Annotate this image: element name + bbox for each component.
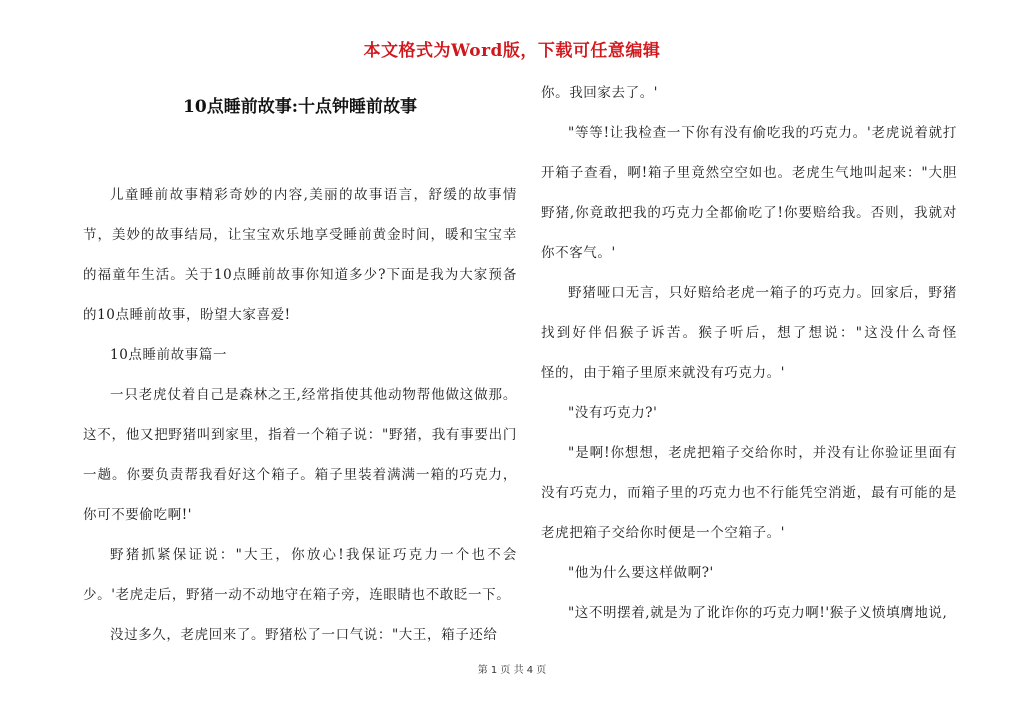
story-paragraph: 一只老虎仗着自己是森林之王,经常指使其他动物帮他做这做那。这不，他又把野猪叫到家里，指着一个箱子说："野猪，我有事要出门一趟。你要负责帮我看好这个箱子。箱子里装着满满一箱的巧克力，你可不要偷吃啊!': [83, 387, 517, 523]
page-number-footer: 第 1 页 共 4 页: [477, 665, 547, 676]
story-paragraph: 你。我回家去了。': [541, 85, 659, 101]
word-format-banner: 本文格式为Word版，下载可任意编辑: [363, 41, 661, 61]
story-paragraph: "这不明摆着,就是为了讹诈你的巧克力啊!'猴子义愤填膺地说,: [568, 605, 948, 621]
story-paragraph: "等等!让我检查一下你有没有偷吃我的巧克力。'老虎说着就打开箱子查看，啊!箱子里竟然空空如也。老虎生气地叫起来："大胆野猪,你竟敢把我的巧克力全都偷吃了!你要赔给我。否则，我就对你不客气。': [541, 125, 957, 261]
story-paragraph: "是啊!你想想，老虎把箱子交给你时，并没有让你验证里面有没有巧克力，而箱子里的巧克力也不行能凭空消逝，最有可能的是老虎把箱子交给你时便是一个空箱子。': [541, 445, 957, 541]
story-paragraph: 没过多久，老虎回来了。野猪松了一口气说："大王，箱子还给: [110, 627, 498, 643]
page-title: 10点睡前故事:十点钟睡前故事: [183, 97, 417, 117]
intro-paragraph: 儿童睡前故事精彩奇妙的内容,美丽的故事语言，舒缓的故事情节，美妙的故事结局，让宝宝欢乐地享受睡前黄金时间，暖和宝宝幸的福童年生活。关于10点睡前故事你知道多少?下面是我为大家预备的10点睡前故事，盼望大家喜爱!: [83, 187, 517, 323]
right-column: [541, 73, 1000, 633]
left-column: [83, 175, 517, 655]
story-paragraph: 野猪抓紧保证说："大王，你放心!我保证巧克力一个也不会少。'老虎走后，野猪一动不动地守在箱子旁，连眼睛也不敢眨一下。: [83, 547, 517, 603]
section-heading: 10点睡前故事篇一: [110, 347, 228, 363]
story-paragraph: 野猪哑口无言，只好赔给老虎一箱子的巧克力。回家后，野猪找到好伴侣猴子诉苦。猴子听后，想了想说："这没什么奇怪 怪的，由于箱子里原来就没有巧克力。': [541, 285, 1000, 381]
story-paragraph: "他为什么要这样做啊?': [568, 565, 714, 581]
story-paragraph: "没有巧克力?': [568, 405, 658, 421]
